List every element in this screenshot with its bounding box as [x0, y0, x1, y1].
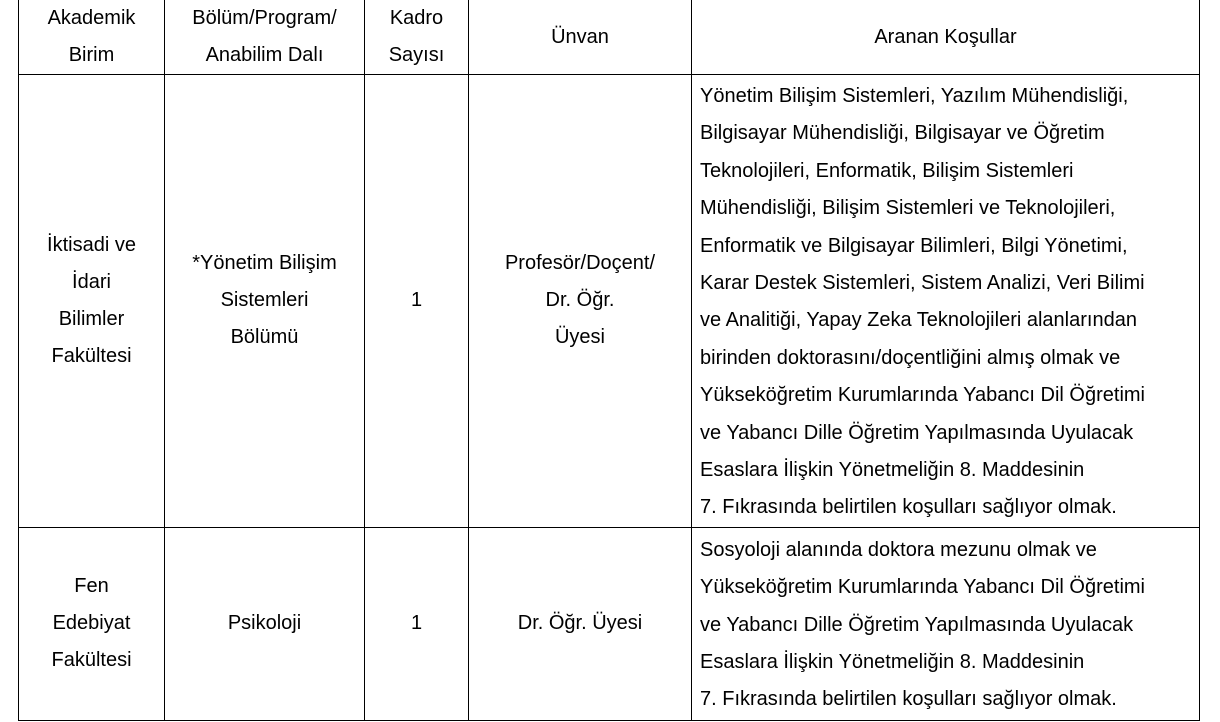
cell-akademik-birim: İktisadi ve İdari Bilimler Fakültesi	[19, 75, 165, 528]
header-aranan-kosullar: Aranan Koşullar	[692, 0, 1200, 75]
cell-kadro-sayisi: 1	[365, 527, 469, 720]
cell-unvan: Dr. Öğr. Üyesi	[469, 527, 692, 720]
cell-kadro-sayisi: 1	[365, 75, 469, 528]
header-akademik-birim: Akademik Birim	[19, 0, 165, 75]
cell-unvan: Profesör/Doçent/ Dr. Öğr. Üyesi	[469, 75, 692, 528]
cell-aranan-kosullar: Sosyoloji alanında doktora mezunu olmak ve Yükseköğretim Kurumlarında Yabancı Dil Öğretimi ve Yabancı Dille Öğretim Yapılmasında Uyulacak Esaslara İlişkin Yönetmeliğin 8. Maddesinin 7. Fıkrasında belirtilen koşulları sağlıyor olmak.	[692, 527, 1200, 720]
header-kadro-sayisi: Kadro Sayısı	[365, 0, 469, 75]
cell-akademik-birim: Fen Edebiyat Fakültesi	[19, 527, 165, 720]
academic-positions-table	[18, 0, 1200, 721]
table-row	[19, 75, 1200, 528]
cell-aranan-kosullar: Yönetim Bilişim Sistemleri, Yazılım Mühendisliği, Bilgisayar Mühendisliği, Bilgisayar ve Öğretim Teknolojileri, Enformatik, Bilişim Sistemleri Mühendisliği, Bilişim Sistemleri ve Teknolojileri, Enformatik ve Bilgisayar Bilimleri, Bilgi Yönetimi, Karar Destek Sistemleri, Sistem Analizi, Veri Bilimi ve Analitiği, Yapay Zeka Teknolojileri alanlarından birinden doktorasını/doçentliğini almış olmak ve Yükseköğretim Kurumlarında Yabancı Dil Öğretimi ve Yabancı Dille Öğretim Yapılmasında Uyulacak Esaslara İlişkin Yönetmeliğin 8. Maddesinin 7. Fıkrasında belirtilen koşulları sağlıyor olmak.	[692, 75, 1200, 528]
cell-bolum: Psikoloji	[165, 527, 365, 720]
table-row	[19, 527, 1200, 720]
header-unvan: Ünvan	[469, 0, 692, 75]
cell-bolum: *Yönetim Bilişim Sistemleri Bölümü	[165, 75, 365, 528]
table-header-row	[19, 0, 1200, 75]
header-bolum-program: Bölüm/Program/ Anabilim Dalı	[165, 0, 365, 75]
